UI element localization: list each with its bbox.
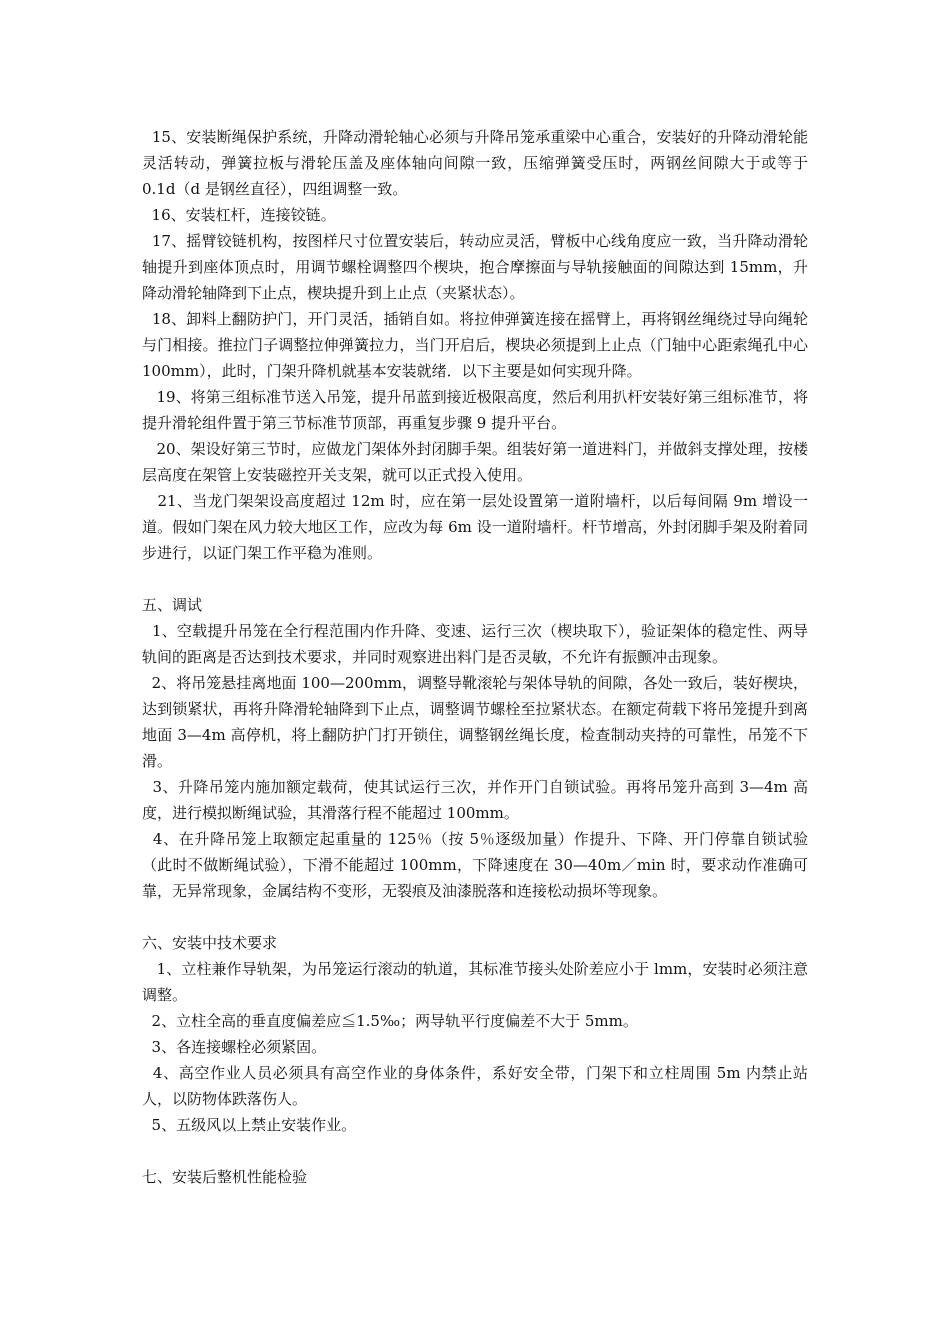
section-5-heading: 五、调试 [142, 596, 203, 614]
section-5-item-3: 3、升降吊笼内施加额定载荷，使其试运行三次，并作开门自锁试验。再将吊笼升高到 3—4m 高度，进行模拟断绳试验，其滑落行程不能超过 100mm。 [142, 778, 808, 822]
install-step-15: 15、安装断绳保护系统，升降动滑轮轴心必须与升降吊笼承重梁中心重合，安装好的升降动滑轮能灵活转动，弹簧拉板与滑轮压盖及座体轴向间隙一致，压缩弹簧受压时，两钢丝间隙大于或等于 0.1d（d 是钢丝直径），四组调整一致。 [142, 128, 813, 198]
section-6-heading: 六、安装中技术要求 [142, 934, 278, 952]
section-spacer [142, 566, 808, 592]
section-5-item-2: 2、将吊笼悬挂离地面 100—200mm，调整导靴滚轮与架体导轨的间隙，各处一致后，装好楔块，达到锁紧状，再将升降滑轮轴降到下止点，调整调节螺栓至拉紧状态。在额定荷载下将吊笼提升到离地面 3—4m 高停机，将上翻防护门打开锁住，调整钢丝绳长度，检查制动夹持的可靠性，吊笼不下滑。 [142, 674, 808, 770]
section-5-item-1: 1、空载提升吊笼在全行程范围内作升降、变速、运行三次（楔块取下），验证架体的稳定性、两导轨间的距离是否达到技术要求，并同时观察进出料门是否灵敏，不允许有振颤冲击现象。 [142, 622, 808, 666]
section-7-heading: 七、安装后整机性能检验 [142, 1168, 308, 1186]
section-spacer [142, 1138, 808, 1164]
install-step-17: 17、摇臂铰链机构，按图样尺寸位置安装后，转动应灵活，臂板中心线角度应一致，当升降动滑轮轴提升到座体顶点时，用调节螺栓调整四个楔块，抱合摩擦面与导轨接触面的间隙达到 15mm，升降动滑轮轴降到下止点，楔块提升到上止点（夹紧状态）。 [142, 232, 808, 302]
section-5-item-4: 4、在升降吊笼上取额定起重量的 125％（按 5％逐级加量）作提升、下降、开门停靠自锁试验（此时不做断绳试验），下滑不能超过 100mm，下降速度在 30—40m／min 时，要求动作准确可靠，无异常现象，金属结构不变形，无裂痕及油漆脱落和连接松动损坏等现象。 [142, 830, 808, 900]
install-step-16: 16、安装杠杆，连接铰链。 [142, 206, 336, 224]
section-6-item-4: 4、高空作业人员必须具有高空作业的身体条件，系好安全带，门架下和立柱周围 5m 内禁止站人，以防物体跌落伤人。 [142, 1064, 808, 1108]
install-step-21: 21、当龙门架架设高度超过 12m 时，应在第一层处设置第一道附墙杆，以后每间隔 9m 增设一道。假如门架在风力较大地区工作，应改为每 6m 设一道附墙杆。杆节增高，外封闭脚手架及附着同步进行，以证门架工作平稳为准则。 [142, 492, 808, 562]
section-6-item-1: 1、立柱兼作导轨架，为吊笼运行滚动的轨道，其标准节接头处阶差应小于 lmm，安装时必须注意调整。 [142, 960, 809, 1004]
install-step-19: 19、将第三组标准节送入吊笼，提升吊蓝到接近极限高度，然后利用扒杆安装好第三组标准节，将提升滑轮组件置于第三节标准节顶部，再重复步骤 9 提升平台。 [142, 388, 808, 432]
install-step-18: 18、卸料上翻防护门，开门灵活，插销自如。将拉伸弹簧连接在摇臂上，再将钢丝绳绕过导向绳轮与门相接。推拉门子调整拉伸弹簧拉力，当门开启后，楔块必须提到上止点（门轴中心距索绳孔中心 100mm），此时，门架升降机就基本安装就绪．以下主要是如何实现升降。 [142, 310, 813, 380]
section-6-item-5: 5、五级风以上禁止安装作业。 [142, 1116, 357, 1134]
document-body [142, 124, 813, 1190]
section-6-item-2: 2、立柱全高的垂直度偏差应≦1.5‰；两导轨平行度偏差不大于 5mm。 [142, 1012, 638, 1030]
section-6-item-3: 3、各连接螺栓必须紧固。 [142, 1038, 327, 1056]
install-step-20: 20、架设好第三节时，应做龙门架体外封闭脚手架。组装好第一道进料门，并做斜支撑处理，按楼层高度在架管上安装磁控开关支架，就可以正式投入使用。 [142, 440, 808, 484]
section-spacer [142, 904, 808, 930]
